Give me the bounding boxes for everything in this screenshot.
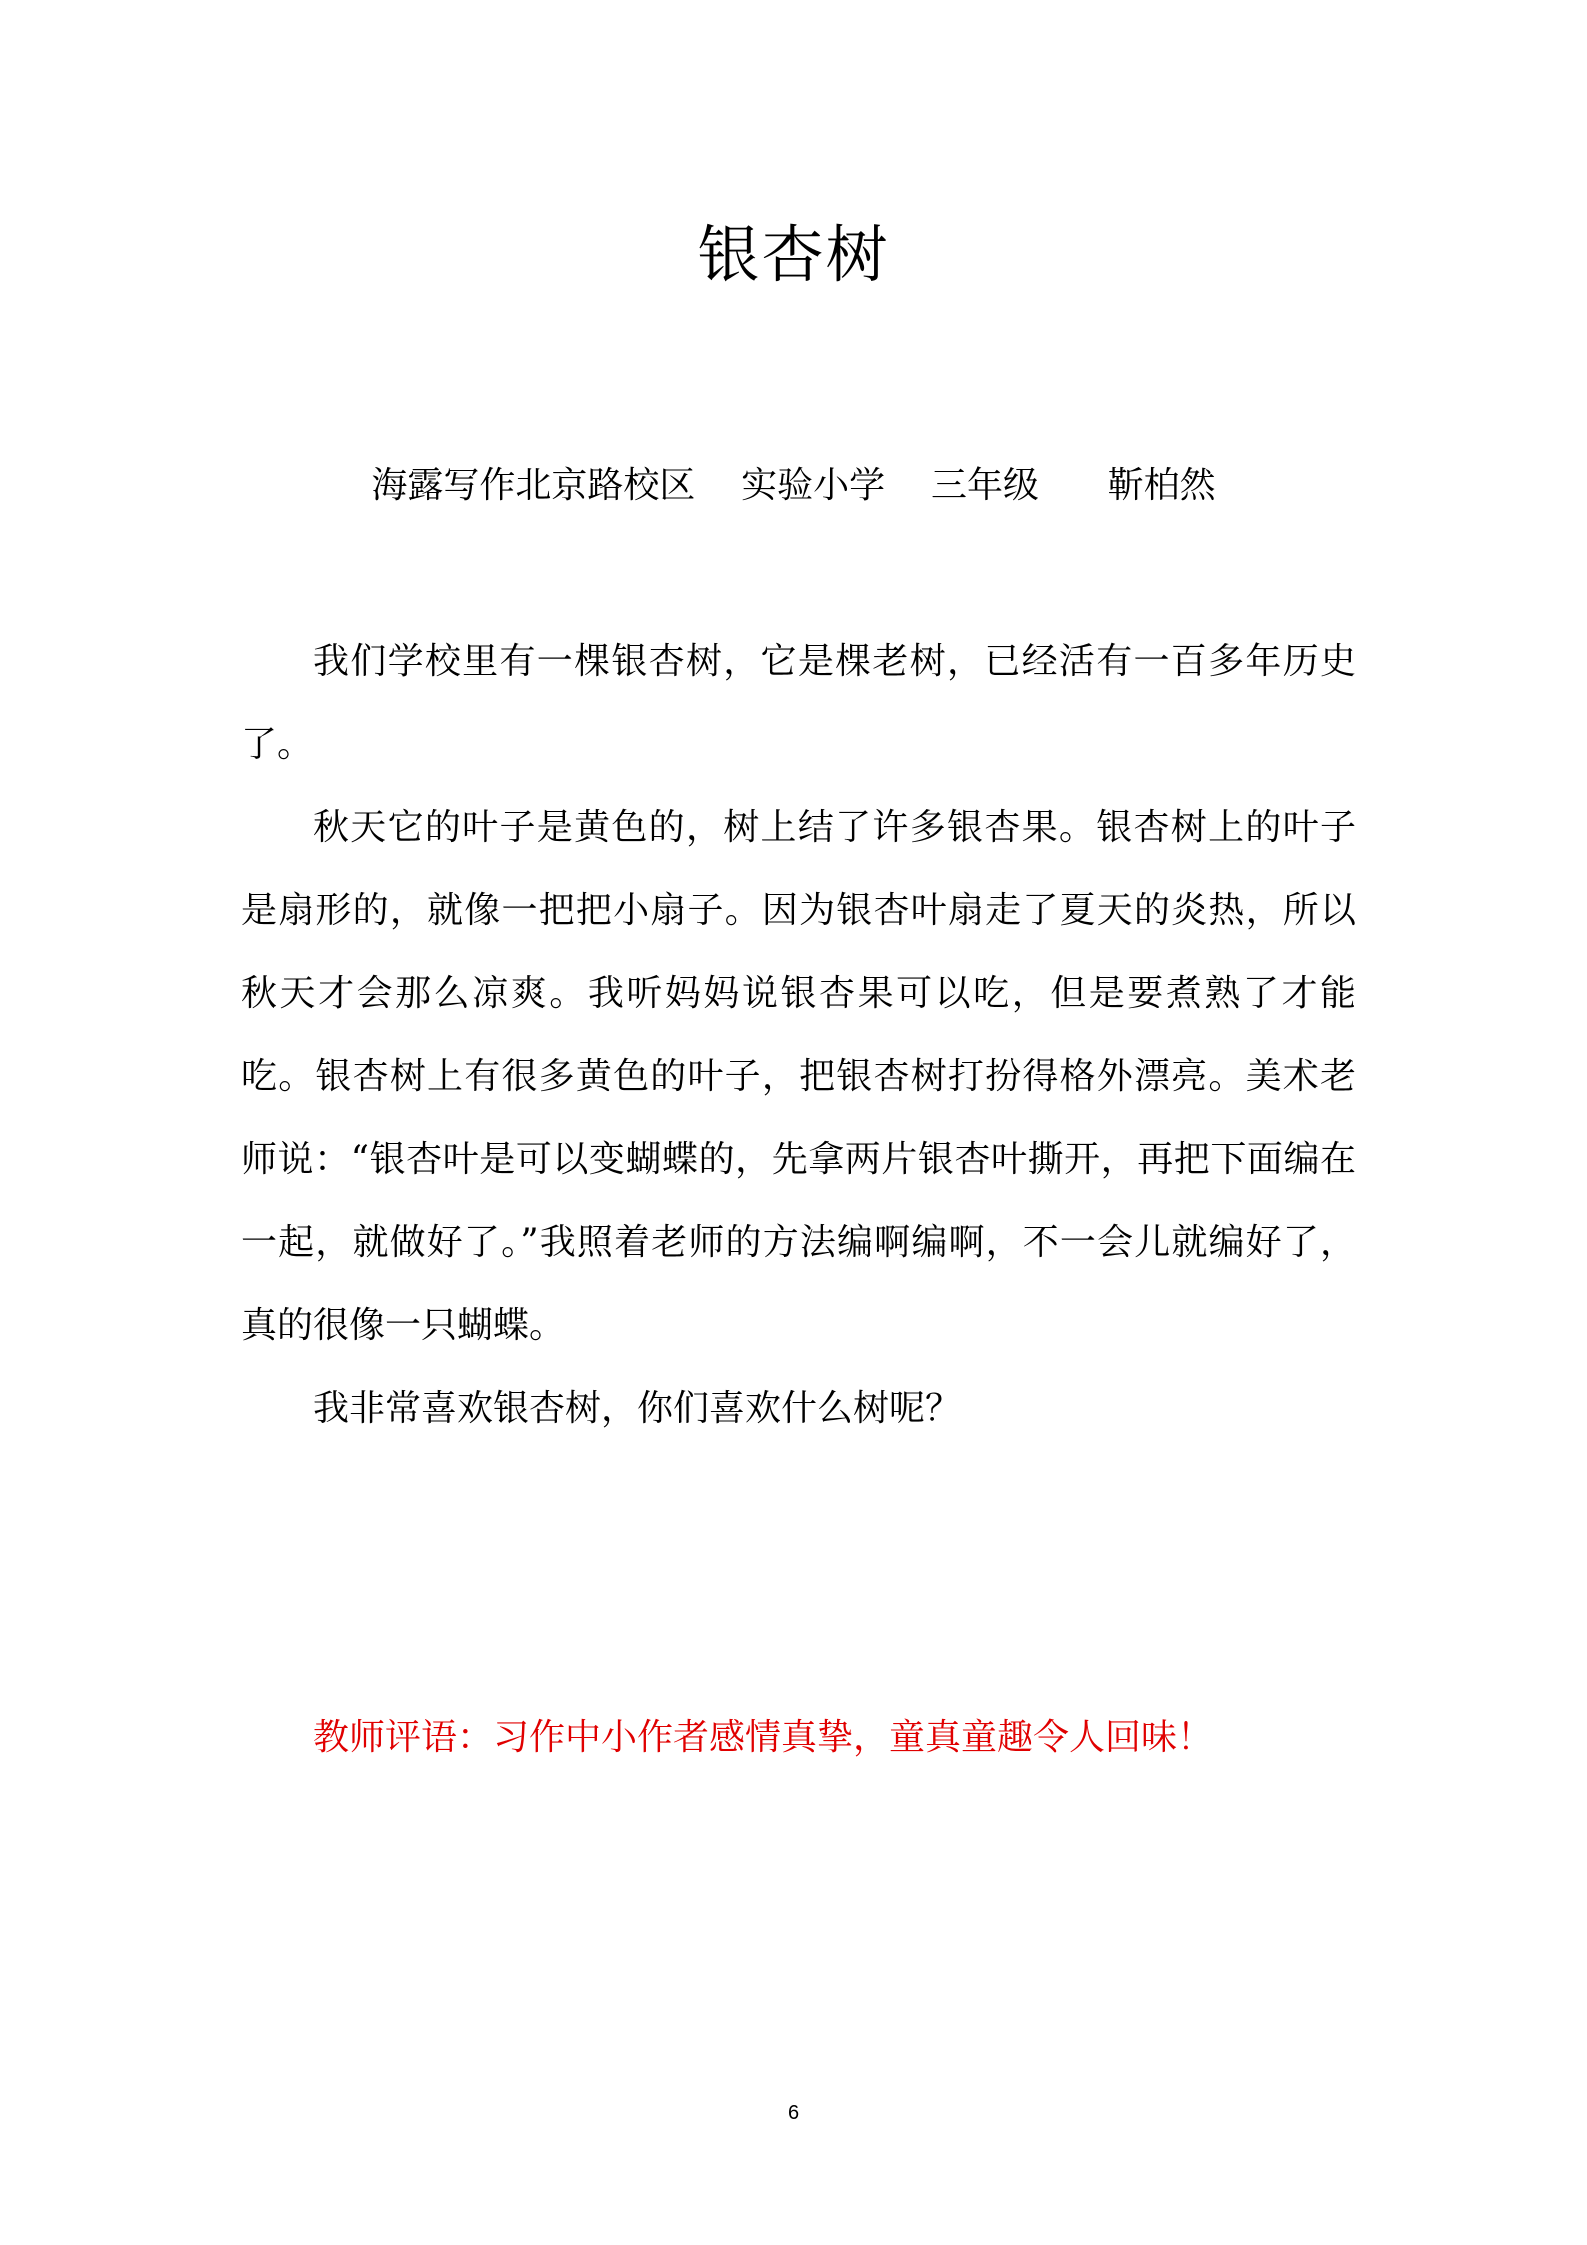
essay-paragraph: 秋天它的叶子是黄色的，树上结了许多银杏果。银杏树上的叶子是扇形的，就像一把把小扇子。因为银杏叶扇走了夏天的炎热，所以秋天才会那么凉爽。我听妈妈说银杏果可以吃，但是要煮熟了才能吃。银杏树上有很多黄色的叶子，把银杏树打扮得格外漂亮。美术老师说：“银杏叶是可以变蝴蝶的，先拿两片银杏叶撕开，再把下面编在一起，就做好了。”我照着老师的方法编啊编啊，不一会儿就编好了，真的很像一只蝴蝶。 bbox=[241, 807, 1356, 1346]
author-byline: 海露写作北京路校区 实验小学 三年级 靳柏然 bbox=[371, 465, 1216, 506]
document-title: 银杏树 bbox=[697, 218, 890, 291]
essay-paragraph: 我们学校里有一棵银杏树，它是棵老树，已经活有一百多年历史了。 bbox=[241, 641, 1356, 765]
essay-body bbox=[241, 620, 1356, 1450]
teacher-comment: 教师评语：习作中小作者感情真挚，童真童趣令人回味！ bbox=[313, 1717, 1214, 1758]
page-number: 6 bbox=[787, 2102, 800, 2124]
essay-paragraph: 我非常喜欢银杏树，你们喜欢什么树呢？ bbox=[313, 1388, 962, 1429]
